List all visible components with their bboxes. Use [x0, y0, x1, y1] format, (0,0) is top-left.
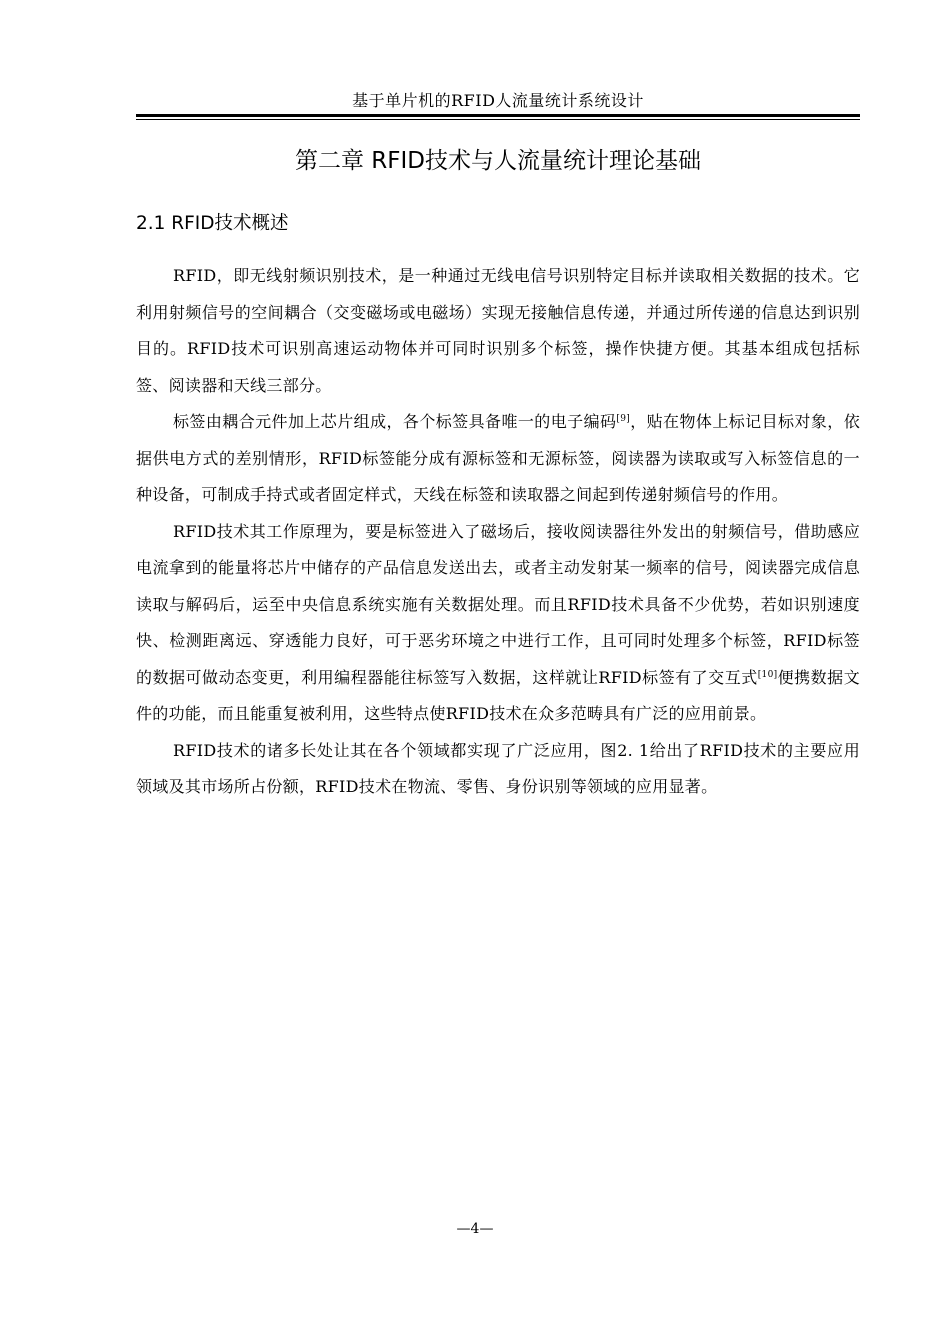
citation-ref-9: [9]: [616, 414, 631, 424]
paragraph-2-part-a: 标签由耦合元件加上芯片组成，各个标签具备唯一的电子编码: [173, 412, 617, 431]
paragraph-4: RFID技术的诸多长处让其在各个领域都实现了广泛应用，图2. 1给出了RFID技术的主要应用领域及其市场所占份额，RFID技术在物流、零售、身份识别等领域的应用显著。: [136, 740, 860, 796]
paragraph-1: RFID，即无线射频识别技术，是一种通过无线电信号识别特定目标并读取相关数据的技术。它利用射频信号的空间耦合（交变磁场或电磁场）实现无接触信息传递，并通过所传递的信息达到识别目的。RFID技术可识别高速运动物体并可同时识别多个标签，操作快捷方便。其基本组成包括标签、阅读器和天线三部分。: [136, 266, 860, 395]
citation-ref-10: [10]: [757, 669, 778, 680]
paragraph-3-part-b: 便携数据文件的功能，而且能重复被利用，这些特点使RFID技术在众多范畴具有广泛的应用前景。: [136, 667, 860, 723]
section-heading: 2.1 RFID技术概述: [136, 213, 289, 234]
header-rule-thick: [136, 114, 860, 117]
paragraph-2: [136, 404, 860, 514]
body-text: [136, 258, 860, 806]
running-header: 基于单片机的RFID人流量统计系统设计: [352, 91, 644, 110]
paragraph-3: [136, 514, 860, 733]
header-rule-thin: [136, 119, 860, 120]
page-number: —4—: [456, 1221, 494, 1237]
paragraph-2-part-b: ，贴在物体上标记目标对象，依据供电方式的差别情形，RFID标签能分成有源标签和无源标签，阅读器为读取或写入标签信息的一种设备，可制成手持式或者固定样式，天线在标签和读取器之间起到传递射频信号的作用。: [136, 412, 860, 504]
chapter-title: 第二章 RFID技术与人流量统计理论基础: [294, 148, 701, 174]
paragraph-3-part-a: RFID技术其工作原理为，要是标签进入了磁场后，接收阅读器往外发出的射频信号，借助感应电流拿到的能量将芯片中储存的产品信息发送出去，或者主动发射某一频率的信号，阅读器完成信息读取与解码后，运至中央信息系统实施有关数据处理。而且RFID技术具备不少优势，若如识别速度快、检测距离远、穿透能力良好，可于恶劣环境之中进行工作，且可同时处理多个标签，RFID标签的数据可做动态变更，利用编程器能往标签写入数据，这样就让RFID标签有了交互式: [136, 521, 860, 687]
